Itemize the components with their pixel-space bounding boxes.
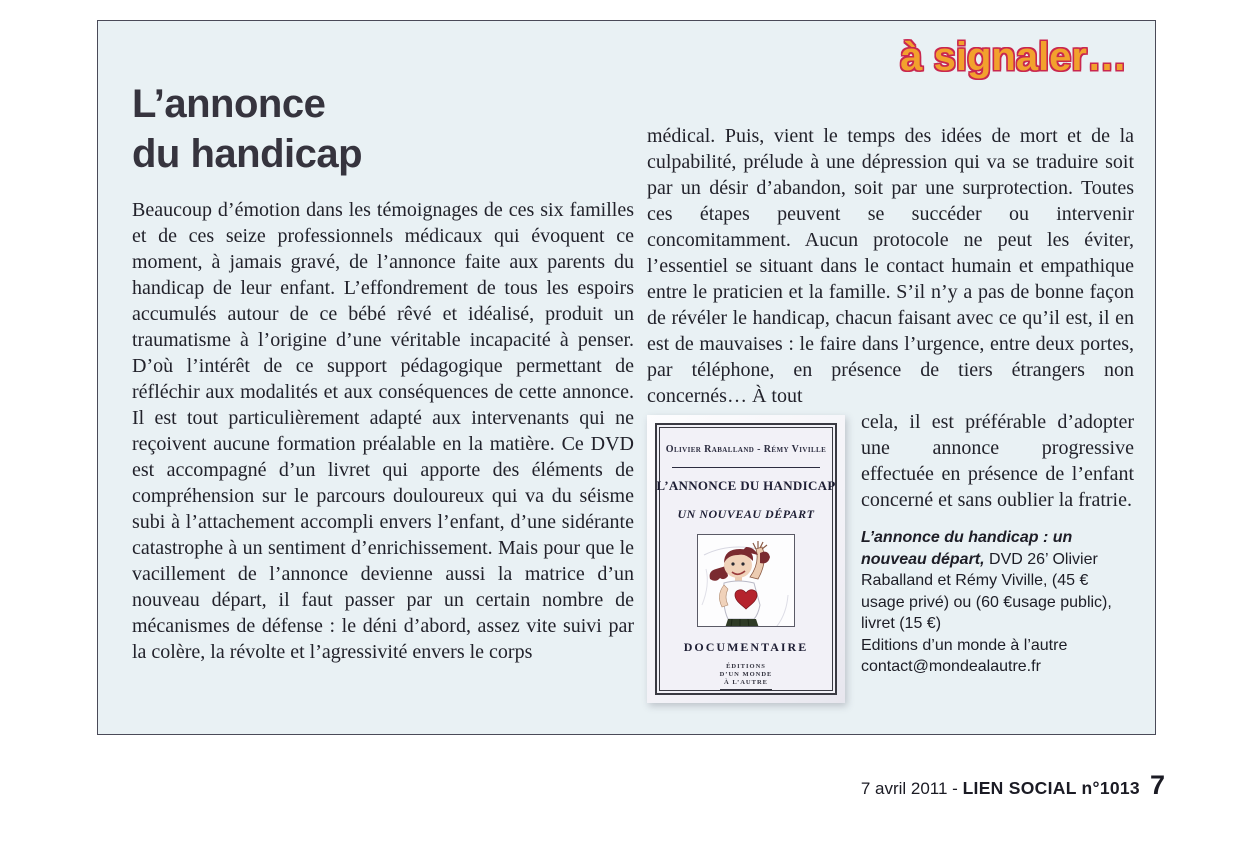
article-panel: [97, 20, 1156, 735]
caption-publisher: Editions d’un monde à l’autre: [861, 636, 1068, 654]
section-flag: à signaler…: [900, 35, 1127, 79]
footer-page-number: 7: [1149, 770, 1165, 800]
girl-with-heart-illustration: [698, 535, 794, 627]
article-title: [132, 79, 362, 179]
dvd-cover-title: L’ANNONCE DU HANDICAP: [656, 477, 836, 493]
dvd-cover-genre: DOCUMENTAIRE: [683, 640, 809, 654]
dvd-cover-subtitle: UN NOUVEAU DÉPART: [677, 506, 815, 521]
footer-date: 7 avril 2011 -: [860, 779, 963, 798]
publisher-line2: D’UN MONDE: [719, 671, 773, 678]
article-title-line1: L’annonce: [132, 82, 326, 126]
article-title-line2: du handicap: [132, 132, 363, 176]
dvd-cover-rule: [672, 467, 820, 468]
footer-magazine-issue: LIEN SOCIAL n°1013: [962, 778, 1140, 798]
caption-contact-email: contact@mondealautre.fr: [861, 658, 1041, 675]
publisher-line1: ÉDITIONS: [726, 663, 766, 670]
caption-work-title: L’annonce du handicap : un nouveau départ,: [861, 529, 1073, 568]
publisher-line3: À L’AUTRE: [724, 679, 768, 686]
right-column: [647, 123, 1134, 707]
dvd-cover-publisher-logo: [720, 663, 773, 690]
dvd-cover: [655, 423, 837, 695]
dvd-cover-authors: Olivier Raballand - Rémy Viville: [665, 444, 827, 455]
dvd-cover-inner-frame: [656, 427, 836, 691]
right-column-text-part1: médical. Puis, vient le temps des idées de mort et de la culpabilité, prélude à une dépression qui va se traduire soit par un désir d’abandon, soit par une surprotection. Toutes ces étapes peuvent se succéder ou intervenir concomitamment. Aucun protocole ne peut les éviter, l’essentiel se situant dans le contact humain et empathique entre le praticien et la famille. S’il n’y a pas de bonne façon de révéler le handicap, chacun faisant avec ce qu’il est, il en est de mauvaises : le faire dans l’urgence, entre deux portes, par téléphone, en présence de tiers étrangers non concernés… À tout: [647, 125, 1134, 407]
left-column: [132, 197, 634, 665]
caption-details: DVD 26’ Olivier Raballand et Rémy Viville, (45 € usage privé) ou (60 €usage public), livret (15 €): [861, 550, 1112, 632]
left-column-text: Beaucoup d’émotion dans les témoignages de ces six familles et de ces seize professionnels médicaux qui évoquent ce moment, à jamais gravé, de l’annonce faite aux parents du handicap de leur enfant. L’effondrement de tous les espoirs accumulés autour de ce bébé rêvé et idéalisé, produit un traumatisme à l’origine d’une véritable incapacité à penser. D’où l’intérêt de ce support pédagogique permettant de réfléchir aux modalités et aux conséquences de cette annonce. Il est tout particulièrement adapté aux intervenants qui ne reçoivent aucune formation préalable en la matière. Ce DVD est accompagné d’un livret qui apporte des éléments de compréhension sur le parcours douloureux qui va du séisme subi à l’attachement accompli envers l’enfant, d’une sidérante catastrophe à un sentiment d’enrichissement. Mais pour que le vacillement de l’annonce devienne aussi la matrice d’un nouveau départ, il faut passer par un certain nombre de mécanismes de défense : le déni d’abord, assez vite suivi par la colère, la révolte et l’agressivité envers le corps: [132, 199, 634, 663]
page-footer: [861, 770, 1165, 801]
right-column-text-part2: cela, il est préférable d’adopter une annonce progressive effectuée en présence de l’enfant concerné et sans oublier la fratrie.: [861, 411, 1134, 511]
dvd-cover-illustration: [697, 534, 795, 627]
dvd-cover-card: [647, 415, 845, 703]
